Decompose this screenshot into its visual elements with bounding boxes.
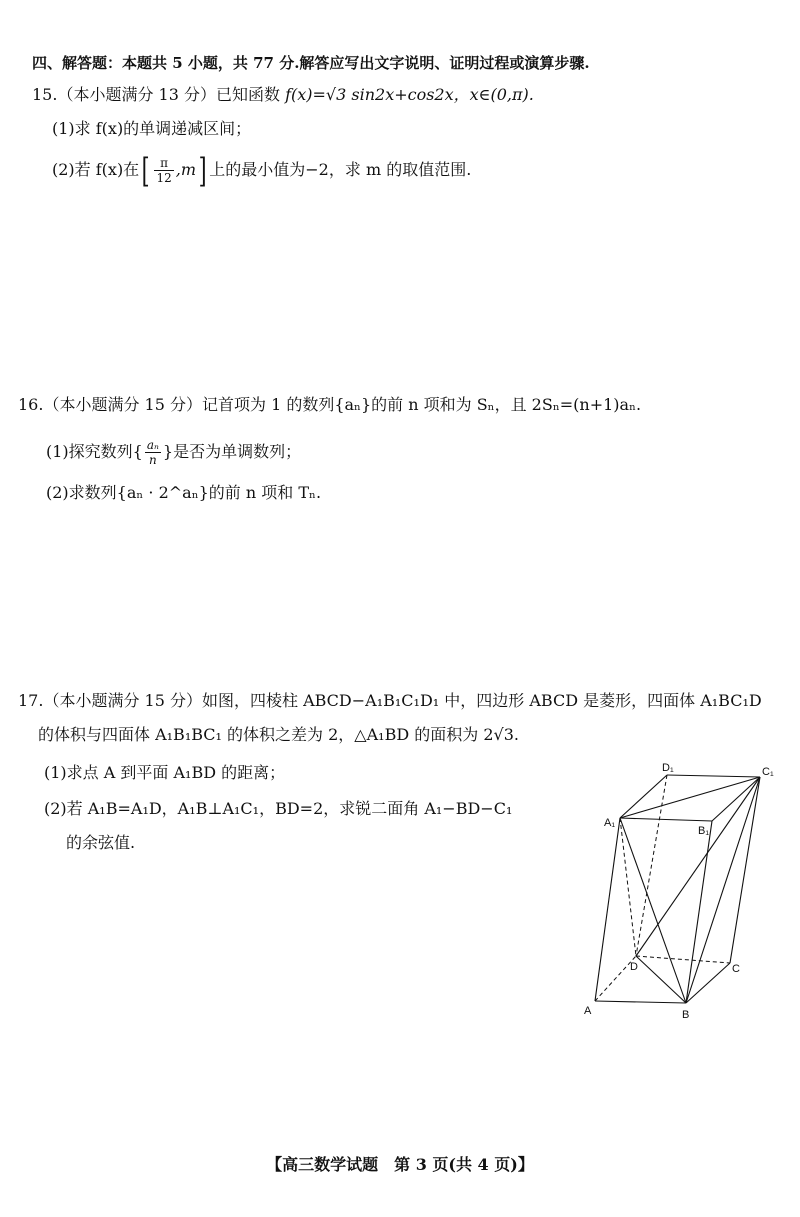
q15-part2-post: 上的最小值为−2，求 m 的取值范围. xyxy=(209,160,472,179)
edge-d1-d xyxy=(636,775,667,956)
q15-part2-pre: (2)若 f(x)在 xyxy=(52,160,140,179)
q16-fraction xyxy=(145,438,161,467)
left-bracket: [ xyxy=(141,150,150,191)
q16-fraction-num: aₙ xyxy=(146,438,159,452)
edge-a1-b xyxy=(620,818,686,1003)
q16-part1-pre: (1)探究数列{ xyxy=(46,442,143,461)
label-d1: D₁ xyxy=(662,762,674,774)
q16-stem: 16.（本小题满分 15 分）记首项为 1 的数列{aₙ}的前 n 项和为 Sₙ，且 2Sₙ=(n+1)aₙ. xyxy=(18,395,642,414)
q16-part1 xyxy=(46,432,301,472)
edge-a-b xyxy=(595,1001,686,1003)
edge-c1-d xyxy=(636,777,760,956)
q17-part2: (2)若 A₁B=A₁D，A₁B⊥A₁C₁，BD=2，求锐二面角 A₁−BD−C₁ xyxy=(44,799,513,818)
label-a: A xyxy=(584,1005,592,1017)
edge-d-c xyxy=(636,956,730,963)
q17-stem-line2: 的体积与四面体 A₁B₁BC₁ 的体积之差为 2，△A₁BD 的面积为 2√3. xyxy=(38,725,519,744)
edge-c1-c xyxy=(730,777,760,963)
q16-fraction-den: n xyxy=(149,453,157,467)
q15-stem xyxy=(32,84,534,106)
section-header: 四、解答题：本题共 5 小题，共 77 分.解答应写出文字说明、证明过程或演算步骤. xyxy=(32,54,590,72)
q15-fraction xyxy=(154,156,173,185)
q17-stem-line1: 17.（本小题满分 15 分）如图，四棱柱 ABCD−A₁B₁C₁D₁ 中，四边形 ABCD 是菱形，四面体 A₁BC₁D xyxy=(18,691,762,710)
edge-a1-d xyxy=(620,818,636,956)
q17-part2-cont: 的余弦值. xyxy=(66,833,136,852)
prism-figure xyxy=(570,758,790,1028)
q15-interval-end: ,m xyxy=(175,160,196,179)
label-d: D xyxy=(630,961,638,973)
edge-b1-a1 xyxy=(620,818,712,821)
edge-a1-a xyxy=(595,818,620,1001)
q16-part2: (2)求数列{aₙ · 2^aₙ}的前 n 项和 Tₙ. xyxy=(46,483,322,502)
q15-part1: (1)求 f(x)的单调递减区间； xyxy=(52,119,252,138)
q15-function: f(x)=√3 sin2x+cos2x，x∈(0,π). xyxy=(285,85,534,104)
edge-d-b xyxy=(636,956,686,1003)
page-footer: 【高三数学试题 第 3 页(共 4 页)】 xyxy=(266,1155,534,1174)
edge-b1-b xyxy=(686,821,712,1003)
q15-part2 xyxy=(52,150,471,190)
label-b: B xyxy=(682,1009,690,1021)
edge-a1-c1 xyxy=(620,777,760,818)
q15-fraction-num: π xyxy=(154,156,173,171)
label-c1: C₁ xyxy=(762,766,774,778)
q15-head: 15.（本小题满分 13 分）已知函数 xyxy=(32,85,280,104)
right-bracket: ] xyxy=(198,150,207,191)
edge-d1-c1 xyxy=(667,775,760,777)
label-c: C xyxy=(732,963,740,975)
label-a1: A₁ xyxy=(604,817,616,829)
q15-fraction-den: 12 xyxy=(156,171,172,185)
label-b1: B₁ xyxy=(698,825,710,837)
q16-part1-post: }是否为单调数列； xyxy=(162,442,302,461)
q17-part1: (1)求点 A 到平面 A₁BD 的距离； xyxy=(44,763,286,782)
